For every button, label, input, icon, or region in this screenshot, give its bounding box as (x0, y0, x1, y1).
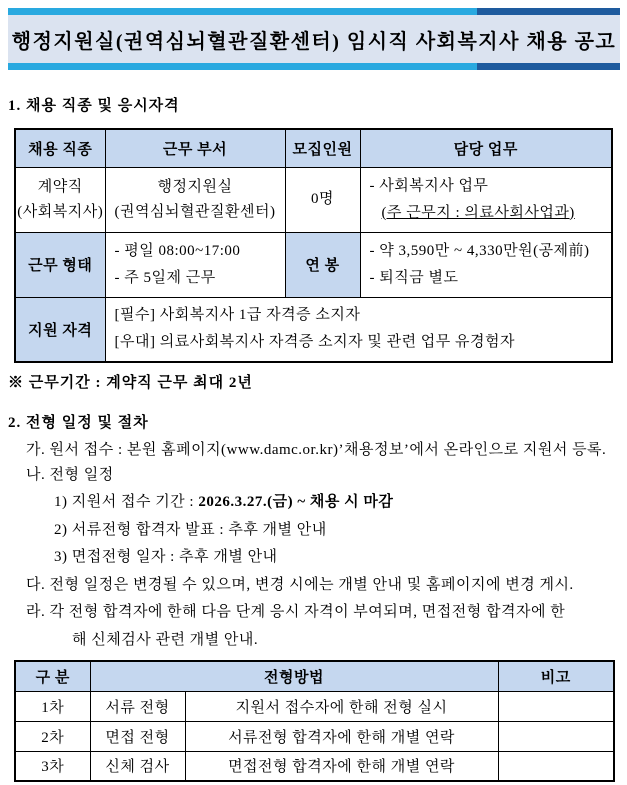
stage-eligibility-line1: 라. 각 전형 합격자에 한해 다음 단계 응시 자격이 부여되며, 면접전형 합격자에 한 (26, 604, 566, 620)
application-period-prefix: 1) 지원서 접수 기간 : (54, 494, 199, 510)
application-method-line: 가. 원서 접수 : 본원 홈페이지(www.damc.or.kr)’채용정보’에서 온라인으로 지원서 등록. (26, 442, 607, 458)
job-type-cell: 계약직 (사회복지사) (15, 167, 105, 232)
work-type-cell: - 평일 08:00~17:00 - 주 5일제 근무 (105, 232, 285, 297)
remark-cell (498, 691, 614, 721)
header-remark: 비고 (498, 661, 614, 691)
application-period-dates: 2026.3.27.(금) ~ 채용 시 마감 (198, 494, 394, 510)
department-cell: 행정지원실 (권역심뇌혈관질환센터) (105, 167, 285, 232)
method-cell: 면접 전형 (90, 721, 185, 751)
salary-cell: - 약 3,590만 ~ 4,330만원(공제前) - 퇴직금 별도 (360, 232, 612, 297)
document-result-line: 2) 서류전형 합격자 발표 : 추후 개별 안내 (54, 522, 327, 538)
stage-eligibility-line2: 해 신체검사 관련 개별 안내. (72, 632, 259, 648)
desc-cell: 면접전형 합격자에 한해 개별 연락 (185, 751, 498, 781)
page-title: 행정지원실(권역심뇌혈관질환센터) 임시직 사회복지사 채용 공고 (8, 15, 620, 63)
openings-cell: 0명 (285, 167, 360, 232)
section1-heading: 1. 채용 직종 및 응시자격 (8, 98, 180, 114)
process-row-2 (15, 721, 614, 751)
header-department: 근무 부서 (105, 129, 285, 167)
process-row-3 (15, 751, 614, 781)
header-stage: 구 분 (15, 661, 90, 691)
qualification-label: 지원 자격 (15, 297, 105, 362)
work-period-note: ※ 근무기간 : 계약직 근무 최대 2년 (8, 375, 253, 391)
salary-label: 연 봉 (285, 232, 360, 297)
application-period-line (54, 490, 393, 511)
table-header-row (15, 129, 612, 167)
job-info-table (14, 128, 613, 363)
table-row-qualifications (15, 297, 612, 362)
stage-cell: 1차 (15, 691, 90, 721)
stage-cell: 3차 (15, 751, 90, 781)
banner-bottom-bar (8, 63, 620, 70)
section2-heading: 2. 전형 일정 및 절차 (8, 415, 149, 431)
table-row-work-type (15, 232, 612, 297)
selection-process-table (14, 660, 615, 782)
remark-cell (498, 721, 614, 751)
process-row-1 (15, 691, 614, 721)
method-cell: 신체 검사 (90, 751, 185, 781)
title-banner (8, 8, 620, 70)
table-row-job (15, 167, 612, 232)
header-method: 전형방법 (90, 661, 498, 691)
desc-cell: 서류전형 합격자에 한해 개별 연락 (185, 721, 498, 751)
main-workplace-underlined: (주 근무지 : 의료사회사업과) (381, 204, 575, 221)
schedule-label-line: 나. 전형 일정 (26, 467, 114, 483)
header-openings: 모집인원 (285, 129, 360, 167)
header-duties: 담당 업무 (360, 129, 612, 167)
qualification-cell: [필수] 사회복지사 1급 자격증 소지자 [우대] 의료사회복지사 자격증 소지자 및 관련 업무 유경험자 (105, 297, 612, 362)
remark-cell (498, 751, 614, 781)
banner-top-bar (8, 8, 620, 15)
schedule-change-line: 다. 전형 일정은 변경될 수 있으며, 변경 시에는 개별 안내 및 홈페이지에 변경 게시. (26, 577, 574, 593)
stage-cell: 2차 (15, 721, 90, 751)
method-cell: 서류 전형 (90, 691, 185, 721)
work-type-label: 근무 형태 (15, 232, 105, 297)
duties-cell: - 사회복지사 업무 (주 근무지 : 의료사회사업과) (360, 167, 612, 232)
header-job-type: 채용 직종 (15, 129, 105, 167)
desc-cell: 지원서 접수자에 한해 전형 실시 (185, 691, 498, 721)
process-header-row (15, 661, 614, 691)
interview-date-line: 3) 면접전형 일자 : 추후 개별 안내 (54, 549, 278, 565)
